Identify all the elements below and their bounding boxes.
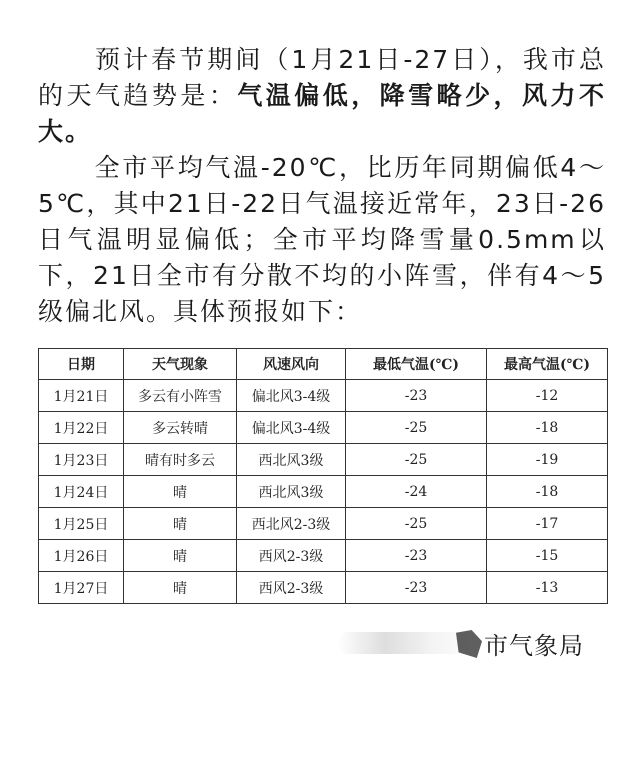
cell-min-temp: -25 <box>346 508 487 540</box>
cell-wind: 偏北风3-4级 <box>237 380 346 412</box>
cell-min-temp: -24 <box>346 476 487 508</box>
table-row <box>39 572 608 604</box>
intro-text: 预计春节期间（1月21日-27日），我市总的天气趋势是： <box>38 45 606 110</box>
cell-weather: 晴有时多云 <box>124 444 237 476</box>
cell-max-temp: -12 <box>487 380 608 412</box>
cell-min-temp: -23 <box>346 380 487 412</box>
cell-max-temp: -18 <box>487 476 608 508</box>
detail-text: 全市平均气温-20℃，比历年同期偏低4～5℃，其中21日-22日气温接近常年，23日-26日气温明显偏低；全市平均降雪量0.5mm以下，21日全市有分散不均的小阵雪，伴有4～5级偏北风。具体预报如下： <box>38 153 606 326</box>
header-wind: 风速风向 <box>237 349 346 380</box>
header-date: 日期 <box>39 349 124 380</box>
cell-wind: 西风2-3级 <box>237 572 346 604</box>
cell-weather: 多云有小阵雪 <box>124 380 237 412</box>
cell-weather: 晴 <box>124 540 237 572</box>
cell-wind: 西北风2-3级 <box>237 508 346 540</box>
cell-max-temp: -15 <box>487 540 608 572</box>
cell-weather: 多云转晴 <box>124 412 237 444</box>
cell-date: 1月27日 <box>39 572 124 604</box>
table-row <box>39 412 608 444</box>
cell-min-temp: -23 <box>346 540 487 572</box>
cell-date: 1月23日 <box>39 444 124 476</box>
table-header-row <box>39 349 608 380</box>
header-weather: 天气现象 <box>124 349 237 380</box>
cell-date: 1月25日 <box>39 508 124 540</box>
signature-block <box>338 618 608 666</box>
cell-weather: 晴 <box>124 476 237 508</box>
cell-wind: 西风2-3级 <box>237 540 346 572</box>
cell-min-temp: -25 <box>346 412 487 444</box>
cell-max-temp: -17 <box>487 508 608 540</box>
header-min-temp: 最低气温(℃) <box>346 349 487 380</box>
cell-date: 1月26日 <box>39 540 124 572</box>
cell-weather: 晴 <box>124 508 237 540</box>
intro-highlight: 气温偏低，降雪略少，风力不大。 <box>38 81 606 146</box>
header-max-temp: 最高气温(℃) <box>487 349 608 380</box>
cell-min-temp: -23 <box>346 572 487 604</box>
cell-max-temp: -13 <box>487 572 608 604</box>
cell-date: 1月21日 <box>39 380 124 412</box>
table-row <box>39 476 608 508</box>
detail-paragraph <box>38 150 606 330</box>
intro-paragraph <box>38 42 606 150</box>
cell-wind: 西北风3级 <box>237 444 346 476</box>
cell-min-temp: -25 <box>346 444 487 476</box>
cell-date: 1月24日 <box>39 476 124 508</box>
cell-max-temp: -19 <box>487 444 608 476</box>
cell-wind: 偏北风3-4级 <box>237 412 346 444</box>
table-row <box>39 508 608 540</box>
table-row <box>39 380 608 412</box>
cell-date: 1月22日 <box>39 412 124 444</box>
table-row <box>39 540 608 572</box>
cell-wind: 西北风3级 <box>237 476 346 508</box>
cell-max-temp: -18 <box>487 412 608 444</box>
cell-weather: 晴 <box>124 572 237 604</box>
forecast-table <box>38 348 608 604</box>
issuer-name: 市气象局 <box>484 632 584 660</box>
table-row <box>39 444 608 476</box>
